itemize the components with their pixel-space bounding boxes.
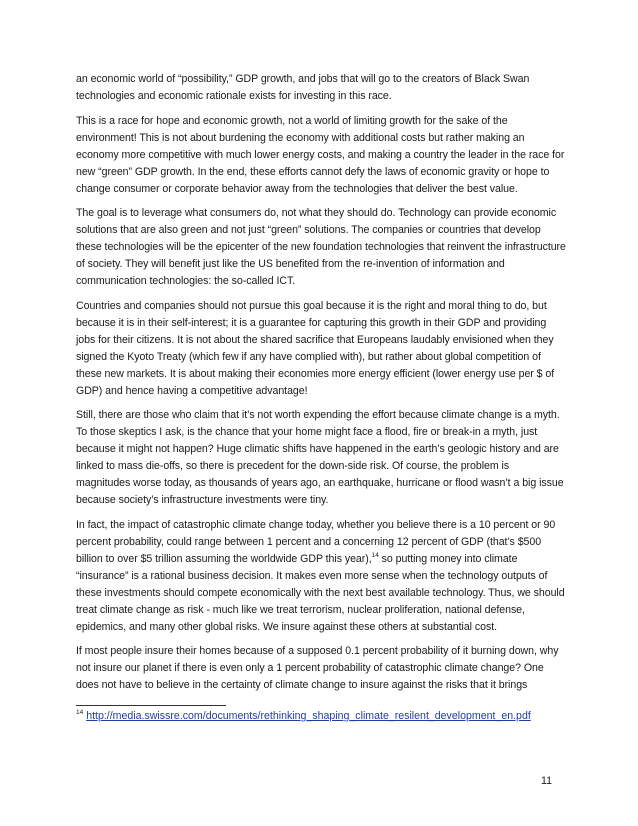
paragraph-6: [76, 517, 566, 636]
footnote-link[interactable]: http://media.swissre.com/documents/rethinking_shaping_climate_resilent_development_en.pdf: [86, 710, 531, 722]
paragraph-7: If most people insure their homes because of a supposed 0.1 percent probability of it burning down, why not insure our planet if there is even only a 1 percent probability of catastrophic climate change? One does not have to believe in the certainty of climate change to insure against the risks that it brings: [76, 645, 559, 691]
paragraph-4: Countries and companies should not pursue this goal because it is the right and moral thing to do, but because it is in their self-interest; it is a guarantee for capturing this growth in their GDP and providing jobs for their citizens. It is not about the shared sacrifice that Europeans laudably envisioned when they signed the Kyoto Treaty (which few if any have complied with), but rather about global competition of these new markets. It is about making their economies more energy efficient (lower energy use per $ of GDP) and hence having a competitive advantage!: [76, 299, 555, 397]
paragraph-5: Still, there are those who claim that it’s not worth expending the effort because climate change is a myth. To those skeptics I ask, is the chance that your home might face a flood, fire or break-in a myth, just because it might not happen? Huge climatic shifts have happened in the earth’s geologic history and are linked to mass die-offs, so there is precedent for the down-side risk. Of course, the problem is magnitudes worse today, as thousands of years ago, an earthquake, hurricane or flood wasn’t a big issue because society’s infrastructure investments were tiny.: [76, 409, 564, 506]
footnote-separator: [76, 705, 226, 706]
footnote-reference[interactable]: 14: [371, 551, 379, 559]
paragraph-1: an economic world of “possibility,” GDP growth, and jobs that will go to the creators of Black Swan technologies and economic rationale exists for investing in this race.: [76, 73, 530, 102]
paragraph-3: The goal is to leverage what consumers do, not what they should do. Technology can provide economic solutions that are also green and not just “green” solutions. The companies or countries that develop these technologies will be the epicenter of the new foundation technologies that reinvent the infrastructure of society. They will benefit just like the US benefited from the re-invention of information and communication technologies: the so-called ICT.: [76, 207, 566, 287]
paragraph-6-text-after-ref: so putting money into climate “insurance” is a rational business decision. It makes even more sense when the technology outputs of these investments should compete economically with the next best available technology. Thus, we should treat climate change as risk - much like we treat terrorism, nuclear proliferation, national defense, epidemics, and many other global risks. We insure against these others at substantial cost.: [76, 552, 565, 633]
footnote: [76, 708, 531, 725]
footnote-number: 14: [76, 709, 84, 716]
paragraph-6-text-before-ref: In fact, the impact of catastrophic climate change today, whether you believe there is a 10 percent or 90 percent probability, could range between 1 percent and a concerning 12 percent of GDP (that’s $500 billion to over $5 trillion assuming the worldwide GDP this year),: [76, 518, 556, 565]
paragraph-2: This is a race for hope and economic growth, not a world of limiting growth for the sake of the environment! This is not about burdening the economy with additional costs but rather making an economy more competitive with much lower energy costs, and making a country the leader in the race for new “green” GDP growth. In the end, these efforts cannot defy the laws of economic gravity or hope to change consumer or corporate behavior away from the technologies that deliver the best value.: [76, 114, 565, 195]
page-number: 11: [541, 775, 552, 787]
body-text: [76, 71, 566, 702]
